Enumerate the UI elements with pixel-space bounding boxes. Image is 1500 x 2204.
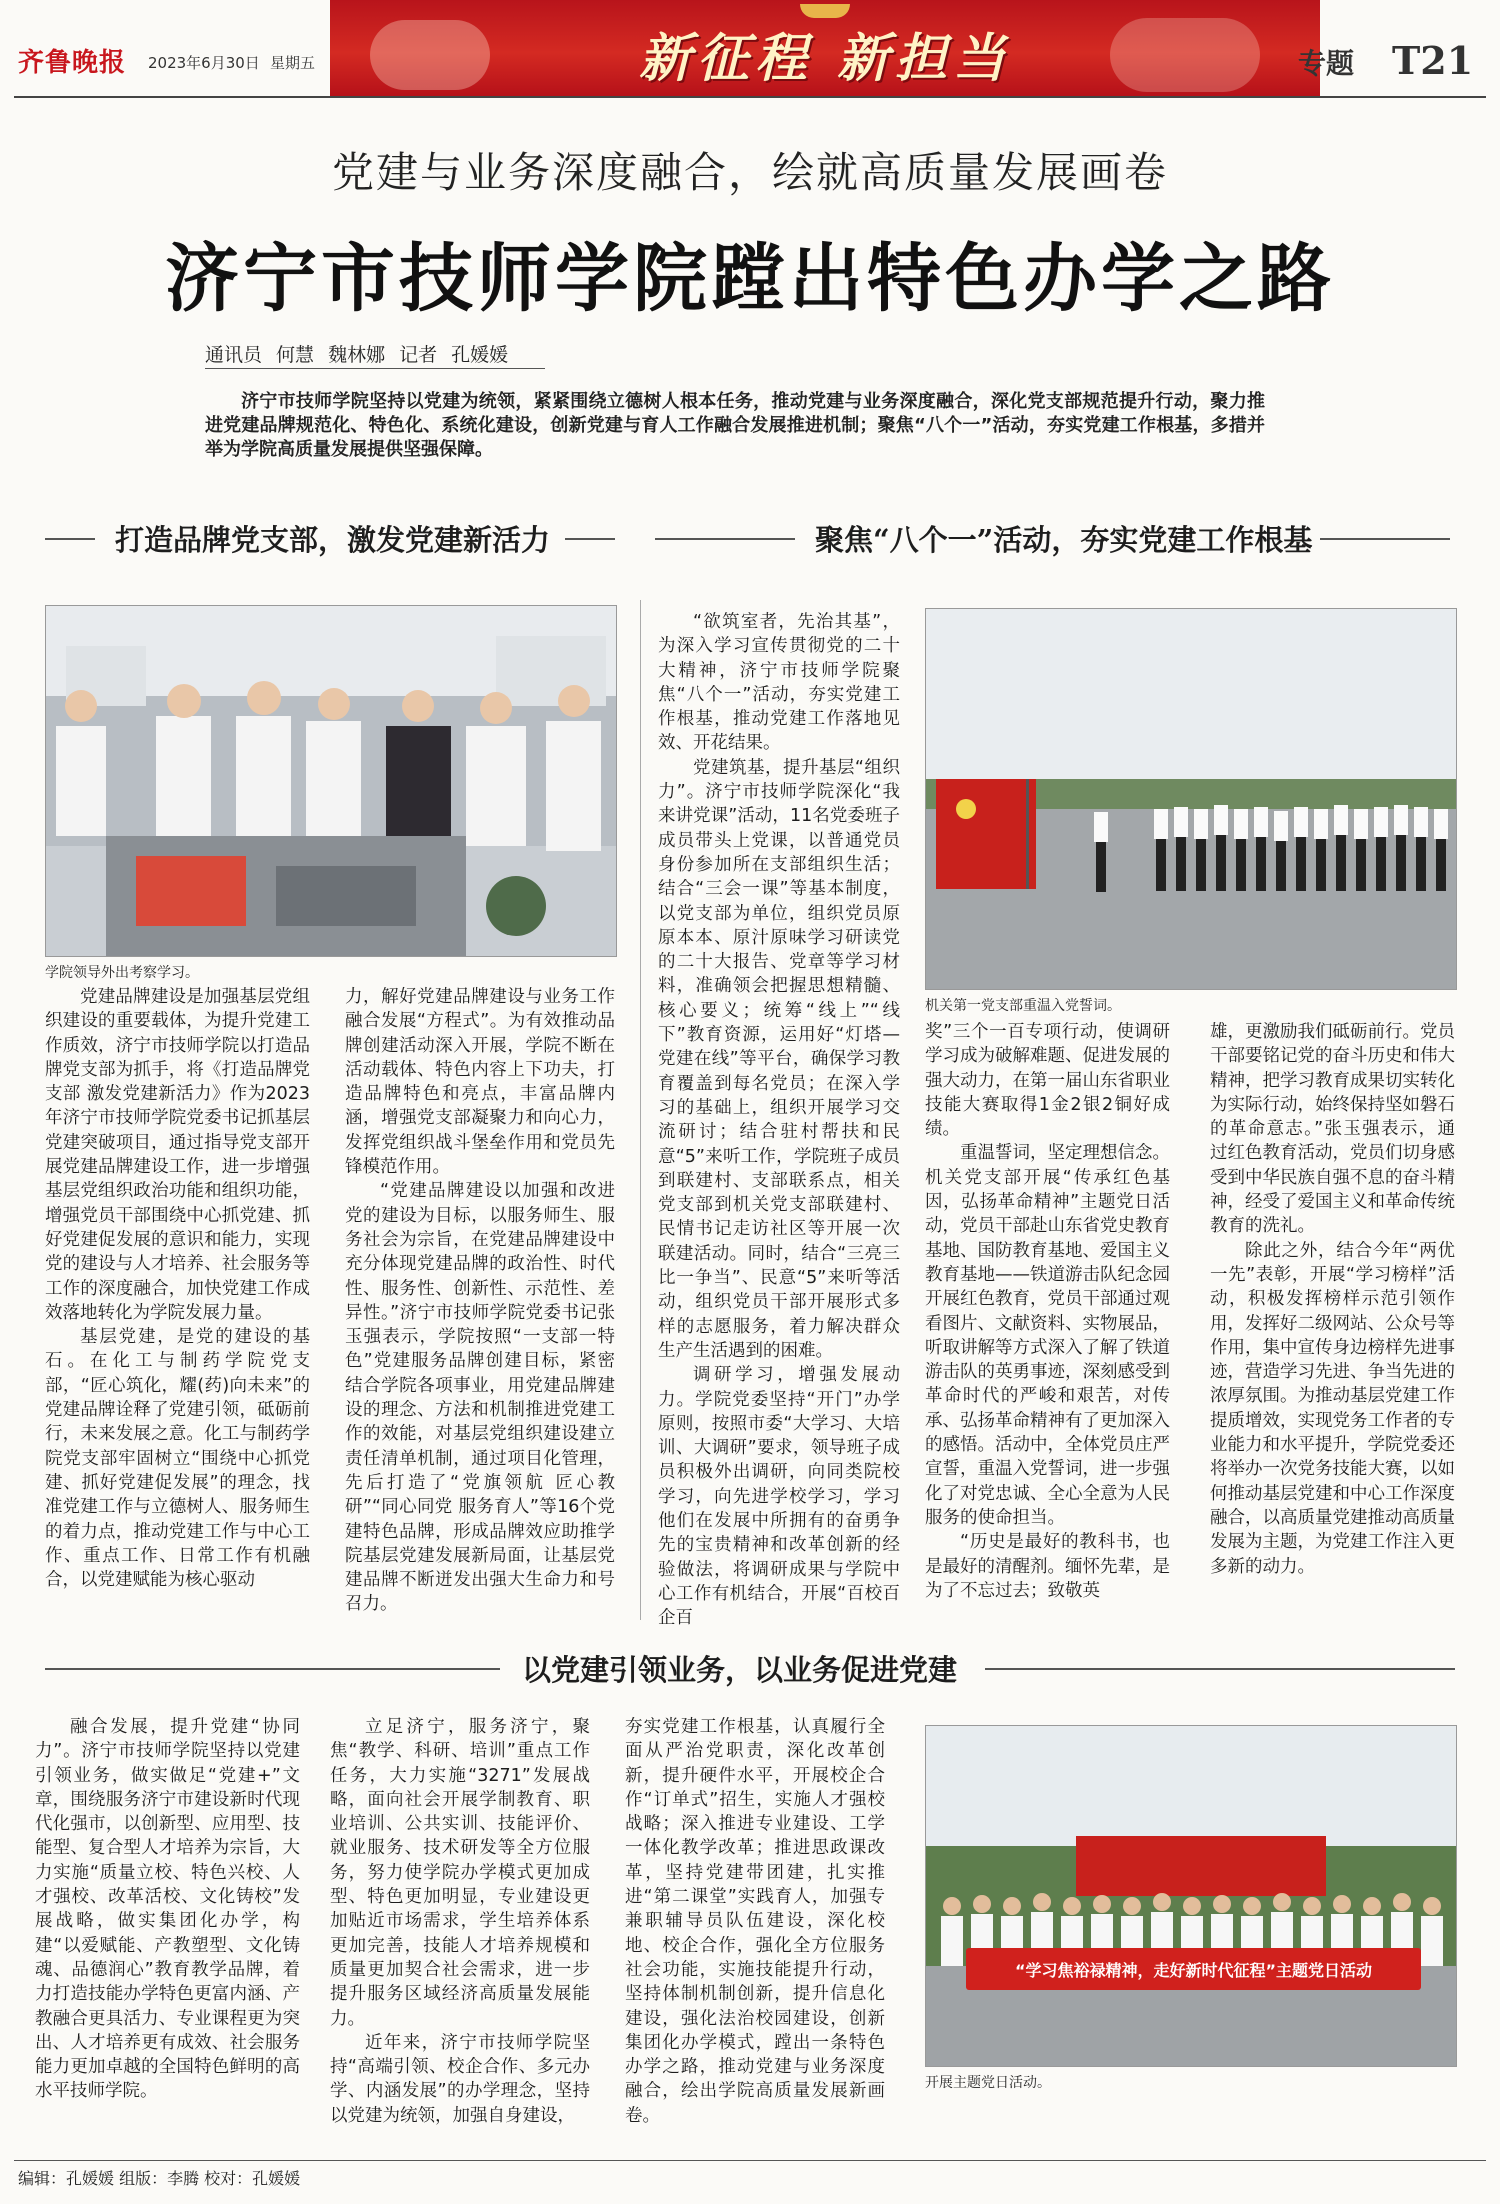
page-number: T21 bbox=[1392, 38, 1474, 83]
section-rule bbox=[985, 1668, 1455, 1670]
footer-divider bbox=[14, 2160, 1486, 2161]
column-divider bbox=[640, 600, 641, 1620]
header-divider bbox=[14, 96, 1486, 98]
paragraph: 夯实党建工作根基，认真履行全面从严治党职责，深化改革创新，提升硬件水平，开展校企合作“订单式”招生，实施人才强校战略；深入推进专业建设、工学一体化教学改革；推进思政课改革，坚持党建带团建，扎实推进“第二课堂”实践育人，加强专兼职辅导员队伍建设，深化校地、校企合作，强化全方位服务社会功能，实施技能提升行动，坚持体制机制创新，提升信息化建设，强化法治校园建设，创新集团化办学模式，蹚出一条特色办学之路，推动党建与业务深度融合，绘出学院高质量发展新画卷。 bbox=[625, 1717, 885, 2126]
article-column-4 bbox=[925, 1020, 1170, 1603]
section-rule bbox=[565, 538, 615, 540]
article-column-8 bbox=[625, 1715, 885, 2128]
article-column-5 bbox=[1210, 1020, 1455, 1579]
section-rule bbox=[45, 1668, 500, 1670]
cloud-decoration bbox=[370, 20, 490, 90]
paragraph: 基层党建，是党的建设的基石。在化工与制药学院党支部，“匠心筑化，耀(药)向未来”的党建品牌诠释了党建引领，砥砺前行，未来发展之意。化工与制药学院党支部牢固树立“围绕中心抓党建、抓好党建促发展”的理念，找准党建工作与立德树人、服务师生的着力点，推动党建工作与中心工作、重点工作、日常工作有机融合，以党建赋能为核心驱动 bbox=[45, 1327, 310, 1591]
photo-oath-illustration bbox=[926, 609, 1456, 989]
paragraph: 党建筑基，提升基层“组织力”。济宁市技师学院深化“我来讲党课”活动，11名党委班子成员带头上党课，以普通党员身份参加所在支部组织生活；结合“三会一课”等基本制度，以党支部为单位，组织党员原原本本、原汁原味学习研读党的二十大报告、党章等学习材料，准确领会把握思想精髓、核心要义；统筹“线上”“线下”教育资源，运用好“灯塔—党建在线”等平台，确保学习教育覆盖到每名党员；在深入学习的基础上，组织开展学习交流研讨；结合驻村帮扶和民意“5”来听工作，学院班子成员到联建村、支部联系点，相关党支部到机关党支部联建村、民情书记走访社区等开展一次联建活动。同时，结合“三亮三比一争当”、民意“5”来听等活动，组织党员干部开展形式多样的志愿服务，着力解决群众生产生活遇到的困难。 bbox=[658, 757, 900, 1361]
section-heading-1: 打造品牌党支部，激发党建新活力 bbox=[115, 523, 551, 557]
paragraph: 力，解好党建品牌建设与业务工作融合发展“方程式”。为有效推动品牌创建活动深入开展，学院不断在活动载体、特色内容上下功夫，打造品牌特色和亮点，丰富品牌内涵，增强党支部凝聚力和向心力，发挥党组织战斗堡垒作用和党员先锋模范作用。 bbox=[345, 987, 615, 1178]
photo-inspection-illustration bbox=[46, 606, 616, 956]
section-heading-3: 以党建引领业务，以业务促进党建 bbox=[522, 1653, 958, 1687]
issue-weekday: 星期五 bbox=[270, 54, 316, 72]
photo-caption: 机关第一党支部重温入党誓词。 bbox=[925, 998, 1121, 1014]
photo-party-day bbox=[925, 1725, 1457, 2067]
newspaper-logo: 齐鲁晚报 bbox=[18, 48, 127, 78]
paragraph: 立足济宁，服务济宁，聚焦“教学、科研、培训”重点工作任务，大力实施“3271”发展战略，面向社会开展学制教育、职业培训、公共实训、技能评价、就业服务、技术研发等全方位服务，努力使学院办学模式更加成型、特色更加明显，专业建设更加贴近市场需求，学生培养体系更加完善，技能人才培养规模和质量更加契合社会需求，进一步提升服务区域经济高质量发展能力。 bbox=[330, 1717, 590, 2029]
article-column-6 bbox=[35, 1715, 300, 2104]
paragraph: “党建品牌建设以加强和改进党的建设为目标，以服务师生、服务社会为宗旨，在党建品牌建设中充分体现党建品牌的政治性、时代性、服务性、创新性、示范性、差异性。”济宁市技师学院党委书记张玉强表示，学院按照“一支部一特色”党建服务品牌创建目标，紧密结合学院各项事业，用党建品牌建设的理念、方法和机制推进党建工作的效能，对基层党组织建设建立责任清单机制，通过项目化管理，先后打造了“党旗领航 匠心教研”“同心同党 服务育人”等16个党建特色品牌，形成品牌效应助推学院基层党建发展新局面，让基层党建品牌不断迸发出强大生命力和号召力。 bbox=[345, 1181, 615, 1615]
header-banner bbox=[330, 0, 1320, 96]
byline-underline bbox=[205, 368, 545, 369]
paragraph: 除此之外，结合今年“两优一先”表彰，开展“学习榜样”活动，积极发挥榜样示范引领作用，发挥好二级网站、公众号等作用，集中宣传身边榜样先进事迹，营造学习先进、争当先进的浓厚氛围。为推动基层党建工作提质增效，实现党务工作者的专业能力和水平提升，学院党委还将举办一次党务技能大赛，以如何推动基层党建和中心工作深度融合，以高质量党建推动高质量发展为主题，为党建工作注入更多新的动力。 bbox=[1210, 1240, 1455, 1577]
article-column-7 bbox=[330, 1715, 590, 2128]
paragraph: 雄，更激励我们砥砺前行。党员干部要铭记党的奋斗历史和伟大精神，把学习教育成果切实转化为实际行动，始终保持坚如磐石的革命意志。”张玉强表示，通过红色教育活动，党员们切身感受到中华民族自强不息的奋斗精神，经受了爱国主义和革命传统教育的洗礼。 bbox=[1210, 1022, 1455, 1237]
issue-date: 2023年6月30日 bbox=[148, 54, 260, 72]
paragraph: 融合发展，提升党建“协同力”。济宁市技师学院坚持以党建引领业务，做实做足“党建+”文章，围绕服务济宁市建设新时代现代化强市，以创新型、应用型、技能型、复合型人才培养为宗旨，大力实施“质量立校、特色兴校、人才强校、改革活校、文化铸校”发展战略，做实集团化办学，构建“以爱赋能、产教塑型、文化铸魂、品德润心”教育教学品牌，着力打造技能办学特色更富内涵、产教融合更具活力、专业课程更为突出、人才培养更有成效、社会服务能力更加卓越的全国特色鲜明的高水平技师学院。 bbox=[35, 1717, 300, 2102]
paragraph: 奖”三个一百专项行动，使调研学习成为破解难题、促进发展的强大动力，在第一届山东省职业技能大赛取得1金2银2铜好成绩。 bbox=[925, 1022, 1170, 1140]
paragraph: “欲筑室者，先治其基”，为深入学习宣传贯彻党的二十大精神，济宁市技师学院聚焦“八个一”活动，夯实党建工作根基，推动党建工作落地见效、开花结果。 bbox=[658, 612, 900, 754]
section-rule bbox=[1320, 538, 1450, 540]
section-tag: 专题 bbox=[1298, 47, 1355, 80]
cloud-decoration bbox=[1110, 18, 1260, 92]
paragraph: 党建品牌建设是加强基层党组织建设的重要载体，为提升党建工作质效，济宁市技师学院以打造品牌党支部为抓手，将《打造品牌党支部 激发党建新活力》作为2023年济宁市技师学院党委书记抓基层党建突破项目，通过指导党支部开展党建品牌建设工作，进一步增强基层党组织政治功能和组织功能，增强党员干部围绕中心抓党建、抓好党建促发展的意识和能力，实现党的建设与人才培养、社会服务等工作的深度融合，加快党建工作成效落地转化为学院发展力量。 bbox=[45, 987, 310, 1323]
article-column-2 bbox=[345, 985, 615, 1617]
banner-slogan: 新征程 新担当 bbox=[638, 28, 1012, 89]
photo-inspection bbox=[45, 605, 617, 957]
section-heading-2: 聚焦“八个一”活动，夯实党建工作根基 bbox=[815, 523, 1313, 557]
article-column-3 bbox=[658, 610, 900, 1630]
editor-credits: 编辑：孔媛媛 组版：李腾 校对：孔媛媛 bbox=[18, 2169, 301, 2188]
section-rule bbox=[655, 538, 795, 540]
paragraph: 调研学习，增强发展动力。学院党委坚持“开门”办学原则，按照市委“大学习、大培训、大调研”要求，领导班子成员积极外出调研，向同类院校学习，向先进学校学习，学习他们在发展中所拥有的奋勇争先的宝贵精神和改革创新的经验做法，将调研成果与学院中心工作有机结合，开展“百校百企百 bbox=[658, 1365, 900, 1629]
byline: 通讯员 何慧 魏林娜 记者 孔媛媛 bbox=[205, 344, 509, 366]
photo-caption: 开展主题党日活动。 bbox=[925, 2075, 1051, 2091]
article-column-1 bbox=[45, 985, 310, 1592]
paragraph: 重温誓词，坚定理想信念。机关党支部开展“传承红色基因，弘扬革命精神”主题党日活动，党员干部赴山东省党史教育基地、国防教育基地、爱国主义教育基地——铁道游击队纪念园开展红色教育，党员干部通过观看图片、文献资料、实物展品，听取讲解等方式深入了解了铁道游击队的英勇事迹，深刻感受到革命时代的严峻和艰苦，对传承、弘扬革命精神有了更加深入的感悟。活动中，全体党员庄严宣誓，重温入党誓词，进一步强化了对党忠诚、全心全意为人民服务的使命担当。 bbox=[925, 1143, 1170, 1528]
paragraph: 近年来，济宁市技师学院坚持“高端引领、校企合作、多元办学、内涵发展”的办学理念，坚持以党建为统领，加强自身建设， bbox=[330, 2032, 590, 2126]
activity-banner-text: “学习焦裕禄精神，走好新时代征程”主题党日活动 bbox=[1014, 1961, 1373, 1980]
article-lead: 济宁市技师学院坚持以党建为统领，紧紧围绕立德树人根本任务，推动党建与业务深度融合，深化党支部规范提升行动，聚力推进党建品牌规范化、特色化、系统化建设，创新党建与育人工作融合发展推进机制；聚焦“八个一”活动，夯实党建工作根基，多措并举为学院高质量发展提供坚强保障。 bbox=[205, 391, 1265, 460]
section-rule bbox=[45, 538, 95, 540]
photo-caption: 学院领导外出考察学习。 bbox=[45, 965, 199, 981]
article-title: 济宁市技师学院蹚出特色办学之路 bbox=[165, 236, 1335, 322]
photo-party-day-illustration bbox=[926, 1726, 1456, 2066]
photo-oath bbox=[925, 608, 1457, 990]
article-subtitle: 党建与业务深度融合，绘就高质量发展画卷 bbox=[331, 148, 1168, 197]
paragraph: “历史是最好的教科书，也是最好的清醒剂。缅怀先辈，是为了不忘过去；致敬英 bbox=[925, 1532, 1170, 1601]
